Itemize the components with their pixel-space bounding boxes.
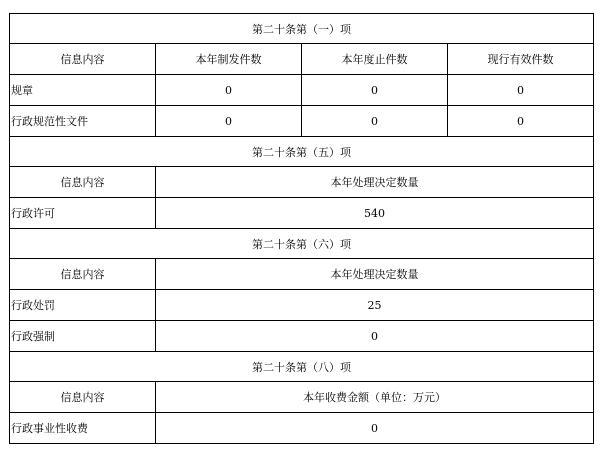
header-cell: 本年收费金额（单位：万元） xyxy=(156,382,594,413)
header-cell: 本年处理决定数量 xyxy=(156,167,594,198)
section-title: 第二十条第（一）项 xyxy=(10,14,594,44)
row-value: 0 xyxy=(448,106,594,137)
section-title: 第二十条第（八）项 xyxy=(10,352,594,382)
table-row xyxy=(10,75,594,106)
table-row xyxy=(10,106,594,137)
row-value: 0 xyxy=(156,75,302,106)
header-row xyxy=(10,259,594,290)
section-title-row xyxy=(10,14,594,44)
disclosure-table xyxy=(9,13,594,444)
table-row xyxy=(10,198,594,229)
row-label: 行政事业性收费 xyxy=(10,413,156,444)
table-row xyxy=(10,413,594,444)
row-value: 0 xyxy=(302,106,448,137)
row-label: 行政处罚 xyxy=(10,290,156,321)
section-title-row xyxy=(10,137,594,167)
section-title-row xyxy=(10,229,594,259)
header-row xyxy=(10,382,594,413)
row-value: 0 xyxy=(302,75,448,106)
table-row xyxy=(10,290,594,321)
header-cell: 信息内容 xyxy=(10,44,156,75)
header-cell: 信息内容 xyxy=(10,382,156,413)
section-title: 第二十条第（六）项 xyxy=(10,229,594,259)
header-cell: 信息内容 xyxy=(10,167,156,198)
row-label: 规章 xyxy=(10,75,156,106)
row-value: 540 xyxy=(156,198,594,229)
row-label: 行政强制 xyxy=(10,321,156,352)
section-title: 第二十条第（五）项 xyxy=(10,137,594,167)
row-value: 0 xyxy=(156,106,302,137)
row-label: 行政规范性文件 xyxy=(10,106,156,137)
section-title-row xyxy=(10,352,594,382)
header-cell: 信息内容 xyxy=(10,259,156,290)
table-row xyxy=(10,321,594,352)
row-value: 0 xyxy=(156,413,594,444)
header-cell: 本年处理决定数量 xyxy=(156,259,594,290)
header-row xyxy=(10,44,594,75)
row-label: 行政许可 xyxy=(10,198,156,229)
header-cell: 现行有效件数 xyxy=(448,44,594,75)
header-row xyxy=(10,167,594,198)
header-cell: 本年度止件数 xyxy=(302,44,448,75)
row-value: 25 xyxy=(156,290,594,321)
header-cell: 本年制发件数 xyxy=(156,44,302,75)
row-value: 0 xyxy=(156,321,594,352)
row-value: 0 xyxy=(448,75,594,106)
